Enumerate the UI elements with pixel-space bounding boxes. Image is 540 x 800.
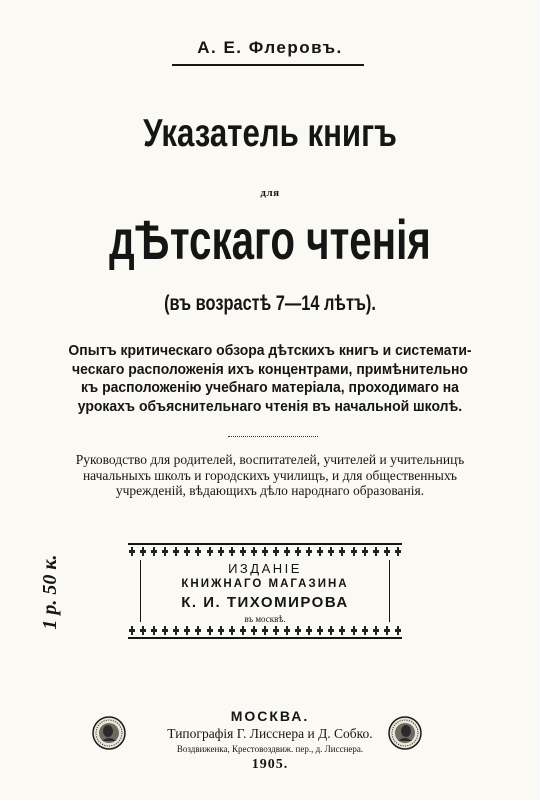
- description-block: [40, 342, 500, 416]
- ornament-tick: [318, 626, 322, 635]
- price-label: 1 р. 50 к.: [39, 554, 61, 630]
- ornament-tick: [185, 626, 189, 635]
- ornament-tick: [196, 626, 200, 635]
- ornament-tick: [174, 626, 178, 635]
- guidance-block: [42, 452, 498, 499]
- ornament-tick: [196, 547, 200, 556]
- imprint-city: МОСКВА.: [230, 708, 310, 724]
- guidance-line: учрежденій, вѣдающихъ дѣло народнаго образованія.: [115, 483, 425, 498]
- ornament-tick: [363, 547, 367, 556]
- ornament-tick: [130, 626, 134, 635]
- ornament-tick: [340, 547, 344, 556]
- ornament-tick: [352, 626, 356, 635]
- ornament-tick: [307, 626, 311, 635]
- ornament-tick: [285, 626, 289, 635]
- ornament-border-top: [128, 547, 402, 556]
- ornament-tick: [185, 547, 189, 556]
- ornament-tick: [385, 626, 389, 635]
- author-name: А. Е. Флеровъ.: [197, 38, 343, 57]
- guidance-line: Руководство для родителей, воспитателей, учителей и учительницъ: [75, 452, 465, 467]
- ornament-tick: [318, 547, 322, 556]
- imprint-address: Воздвиженка, Крестовоздвиж. пер., д. Лисснера.: [176, 744, 364, 754]
- ornament-tick: [141, 547, 145, 556]
- description-line: ческаго расположенія ихъ концентрами, примѣнительно: [72, 360, 468, 378]
- description-line: урокахъ объяснительнаго чтенія въ начальной школѣ.: [77, 397, 463, 415]
- ornament-tick: [241, 626, 245, 635]
- ornament-tick: [396, 547, 400, 556]
- guidance-line: начальныхъ школъ и городскихъ училищъ, и для общественныхъ: [82, 467, 458, 483]
- ornament-tick: [263, 547, 267, 556]
- ornament-tick: [230, 547, 234, 556]
- publisher-edition: ИЗДАНІЕ: [228, 561, 302, 576]
- ornament-tick: [241, 547, 245, 556]
- ornament-tick: [252, 547, 256, 556]
- ornament-tick: [396, 626, 400, 635]
- title-line-1: Указатель книгъ: [143, 112, 397, 155]
- ornament-border-bottom: [128, 626, 402, 635]
- ornament-tick: [141, 626, 145, 635]
- ornament-tick: [163, 547, 167, 556]
- publisher-box: [128, 543, 402, 639]
- ornament-tick: [285, 547, 289, 556]
- ornament-tick: [296, 547, 300, 556]
- ornament-tick: [263, 626, 267, 635]
- ornament-tick: [363, 626, 367, 635]
- ornament-tick: [307, 547, 311, 556]
- age-range: (въ возрастѣ 7—14 лѣтъ).: [164, 292, 376, 315]
- ornament-tick: [329, 547, 333, 556]
- description-line: Опытъ критическаго обзора дѣтскихъ книгъ и системати-: [68, 342, 472, 359]
- imprint-printer: Типографія Г. Лисснера и Д. Собко.: [167, 726, 373, 741]
- medal-right-icon: [388, 716, 422, 750]
- publisher-city: въ москвѣ.: [244, 614, 286, 624]
- ornament-tick: [130, 547, 134, 556]
- ornament-tick: [219, 626, 223, 635]
- ornament-tick: [385, 547, 389, 556]
- ornament-tick: [329, 626, 333, 635]
- publisher-shop: КНИЖНАГО МАГАЗИНА: [181, 578, 349, 590]
- ornament-tick: [274, 547, 278, 556]
- ornament-tick: [163, 626, 167, 635]
- author-underline: [172, 64, 364, 66]
- publisher-name: К. И. ТИХОМИРОВА: [181, 594, 349, 611]
- ornament-tick: [296, 626, 300, 635]
- description-line: къ расположенію учебнаго матеріала, проходимаго на: [81, 379, 459, 396]
- title-line-2: дѢтскаго чтенія: [109, 208, 431, 271]
- ornament-tick: [230, 626, 234, 635]
- title-connector: для: [260, 187, 280, 199]
- ornament-tick: [174, 547, 178, 556]
- ornament-tick: [340, 626, 344, 635]
- ornament-tick: [374, 626, 378, 635]
- ornament-tick: [208, 626, 212, 635]
- ornament-tick: [252, 626, 256, 635]
- ornament-tick: [152, 626, 156, 635]
- section-divider: [228, 436, 318, 437]
- ornament-tick: [274, 626, 278, 635]
- ornament-tick: [208, 547, 212, 556]
- ornament-tick: [352, 547, 356, 556]
- ornament-tick: [374, 547, 378, 556]
- ornament-tick: [152, 547, 156, 556]
- ornament-tick: [219, 547, 223, 556]
- imprint-year: 1905.: [251, 757, 289, 772]
